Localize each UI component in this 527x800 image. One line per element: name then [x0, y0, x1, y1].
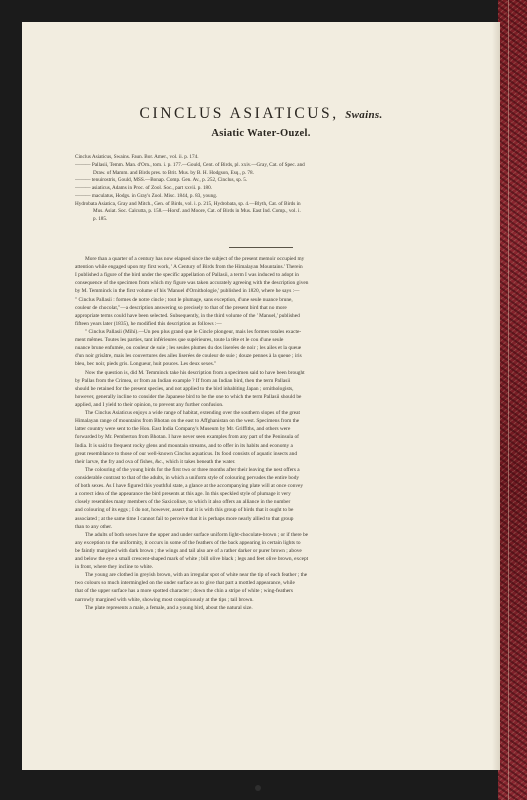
body-line: More than a quarter of a century has now elapsed since the subject of the present memoir occupied my — [85, 256, 305, 262]
body-line: and below the eye a small crescent-shaped mark of white ; bill olive black ; legs and feet olive brown, except — [75, 556, 309, 563]
synonymy-line: Cinclus Asiaticus, Swains. Faun. Bor. Amer., vol. ii. p. 174. — [75, 154, 199, 160]
body-line: " Cinclus Pallasii (Mihi).—Un peu plus grand que le Cincle plongeur, mais les formes totales exacte- — [85, 328, 302, 335]
body-line: than to any other. — [75, 523, 113, 530]
body-line: nuance brune enfumée, ou couleur de suie ; les seules plumes du dos liserées de noir ; les ailes et la queue — [75, 345, 302, 352]
body-line: I published a figure of the bird under the specific appellation of Pallasii, a term I was induced to adopt in — [75, 272, 299, 279]
body-line: couleur de chocolat,"—a description answering so precisely to that of the present bird that no more — [75, 304, 287, 311]
body-line: in front, where they incline to white. — [75, 564, 154, 571]
body-line: applied, and I yield to their opinion, to prevent any further confusion. — [75, 401, 224, 408]
body-line: fifteen years later (1835), he modified this description as follows :— — [75, 320, 222, 327]
body-line: narrowly margined with white, showing most conspicuously at the tips ; tail brown. — [75, 596, 254, 603]
page-title — [22, 105, 500, 123]
body-line: should be retained for the present species, and not applied to the bird inhabiting Japan ; ornithologists, — [75, 385, 294, 392]
body-line: India. It is said to frequent rocky glens and mountain streams, and to offer in its habits and economy a — [75, 442, 293, 449]
body-line: considerable contrast to that of the adults, in which a uniform style of colouring pervades the entire body — [75, 474, 300, 481]
body-line: The Cinclus Asiaticus enjoys a wide range of habitat, extending over the southern slopes of the great — [85, 410, 301, 417]
synonymy-line: p. 185. — [93, 216, 108, 222]
body-line: The adults of both sexes have the upper and under surface uniform light-chocolate-brown ; or if there be — [85, 531, 309, 538]
body-line: attention while engaged upon my first work, ' A Century of Birds from the Himalayan Mountains.' Therein — [75, 264, 303, 271]
title-author: Swains. — [345, 109, 383, 121]
body-line: forwarded by Mr. Pemberton from Bhotan. I have never seen examples from any part of the Peninsula of — [75, 434, 299, 441]
body-line: bleu, bec noir, pieds gris. Longueur, huit pouces. Les deux sexes." — [75, 361, 217, 368]
divider-rule — [229, 247, 293, 248]
body-line: Himalayan range of mountains from Bhotan on the east to Affghanistan on the west. Specimens from the — [75, 418, 300, 425]
synonymy-line: ——— maculatus, Hodgs. in Gray's Zool. Misc. 1844, p. 83, young. — [75, 192, 218, 199]
synonymy-line: Draw. of Mamm. and Birds pres. to Brit. Mus. by B. H. Hodgson, Esq., p. 78. — [93, 169, 254, 176]
body-line: The colouring of the young birds for the first two or three months after their leaving the nest offers a — [85, 466, 300, 473]
synonymy-line: ——— Pallasii, Temm. Man. d'Orn., tom. i. p. 177.—Gould, Cent. of Birds, pl. xxiv.—Gray, Cat. of Spec. and — [75, 161, 305, 168]
body-line: two colours so much intermingled on the under surface as to give that part a mottled appearance, while — [75, 580, 295, 587]
body-line: any exception to the uniformity, it occurs in some of the feathers of the back appearing in certain lights to — [75, 539, 301, 546]
body-line: their larvæ, the fry and ova of fishes, &c., which it takes beneath the water. — [75, 458, 236, 465]
page-subtitle: Asiatic Water-Ouzel. — [211, 128, 311, 139]
synonymy-line: Mus. Asiat. Soc. Calcutta, p. 158.—Horsf. and Moore, Cat. of Birds in Mus. East Ind. Comp., vol. i. — [93, 208, 301, 215]
synonymy-line: ——— tenuirostris, Gould, MSS.—Bonap. Comp. Gen. Av., p. 252, Cinclus, sp. 5. — [75, 177, 248, 184]
body-line: latter country were sent to the Hon. East India Company's Museum by Mr. Griffiths, and others were — [75, 426, 291, 433]
body-line: " Cinclus Pallasii : formes de notre cincle ; tout le plumage, sans exception, d'une seule nuance brune, — [75, 296, 293, 303]
synonymy-line: Hydrobata Asiatica, Gray and Mitch., Gen. of Birds, vol. i. p. 215, Hydrobata, sp. 4.—Blyth, Cat. of Birds in — [75, 200, 301, 207]
body-line: ment mêmes. Toutes les parties, tant inférieures que supérieures, toute la tête et le cou d'une seule — [75, 337, 284, 344]
page-edge — [508, 0, 509, 800]
body-line: consequence of the specimen from which my figure was taken accurately agreeing with the description given — [75, 280, 309, 287]
body-line: a correct idea of the appearance the bird presents at this age. In this speckled style of plumage it very — [75, 491, 291, 498]
document-page — [22, 22, 500, 770]
body-line: associated ; at the same time I cannot fail to perceive that it is perhaps more nearly allied to that group — [75, 515, 294, 522]
body-line: great resemblance to those of our well-known Cinclus aquaticus. Its food consists of aquatic insects and — [75, 450, 298, 457]
body-line: be faintly margined with dark brown ; the wings and tail also are of a rather darker or purer brown ; above — [75, 547, 302, 554]
body-line: by Pallas from the Crimea, or from an Indian example ? If from an Indian bird, then the term Pallasii — [75, 377, 291, 384]
synonymy-list — [75, 154, 485, 224]
title-species: CINCLUS ASIATICUS, — [139, 105, 339, 122]
body-line: Now the question is, did M. Temminck take his description from a specimen said to have been brought — [85, 369, 305, 376]
body-line: that of the upper surface has a more spotted character ; down the chin a stripe of white ; wing-feathers — [75, 588, 293, 595]
body-text — [75, 255, 487, 612]
body-line: appropriate terms could have been selected. Subsequently, in the third volume of the ' Manuel,' published — [75, 312, 300, 319]
body-line: The young are clothed in greyish brown, with an irregular spot of white near the tip of each feather ; the — [85, 572, 308, 579]
body-line: of both sexes. As I have figured this youthful state, a glance at the accompanying plate will at once convey — [75, 483, 304, 490]
body-line: by M. Temminck in the first volume of his 'Manuel d'Ornithologie,' published in 1820, where he says :— — [75, 288, 300, 295]
synonymy-line: ——— asiaticus, Adams in Proc. of Zool. Soc., part xxvii. p. 180. — [75, 185, 213, 191]
body-line: d'un noir grisâtre, mais les couvertures des ailes liserées de couleur de suie ; douze pennes à la queue ; iris — [75, 353, 302, 360]
body-line: however, generally incline to consider the Japanese bird to be the one to which the term Pallasii should be — [75, 393, 302, 400]
body-line: The plate represents a male, a female, and a young bird, about the natural size. — [85, 604, 253, 611]
marbled-endpaper — [498, 0, 527, 800]
corner-marker — [255, 785, 261, 791]
body-line: and colouring of its eggs ; I do not, however, assert that it is with this group of birds that it ought to be — [75, 507, 294, 514]
body-line: closely resembles many members of the Saxicolinæ, to which it also offers an alliance in the number — [75, 499, 291, 506]
